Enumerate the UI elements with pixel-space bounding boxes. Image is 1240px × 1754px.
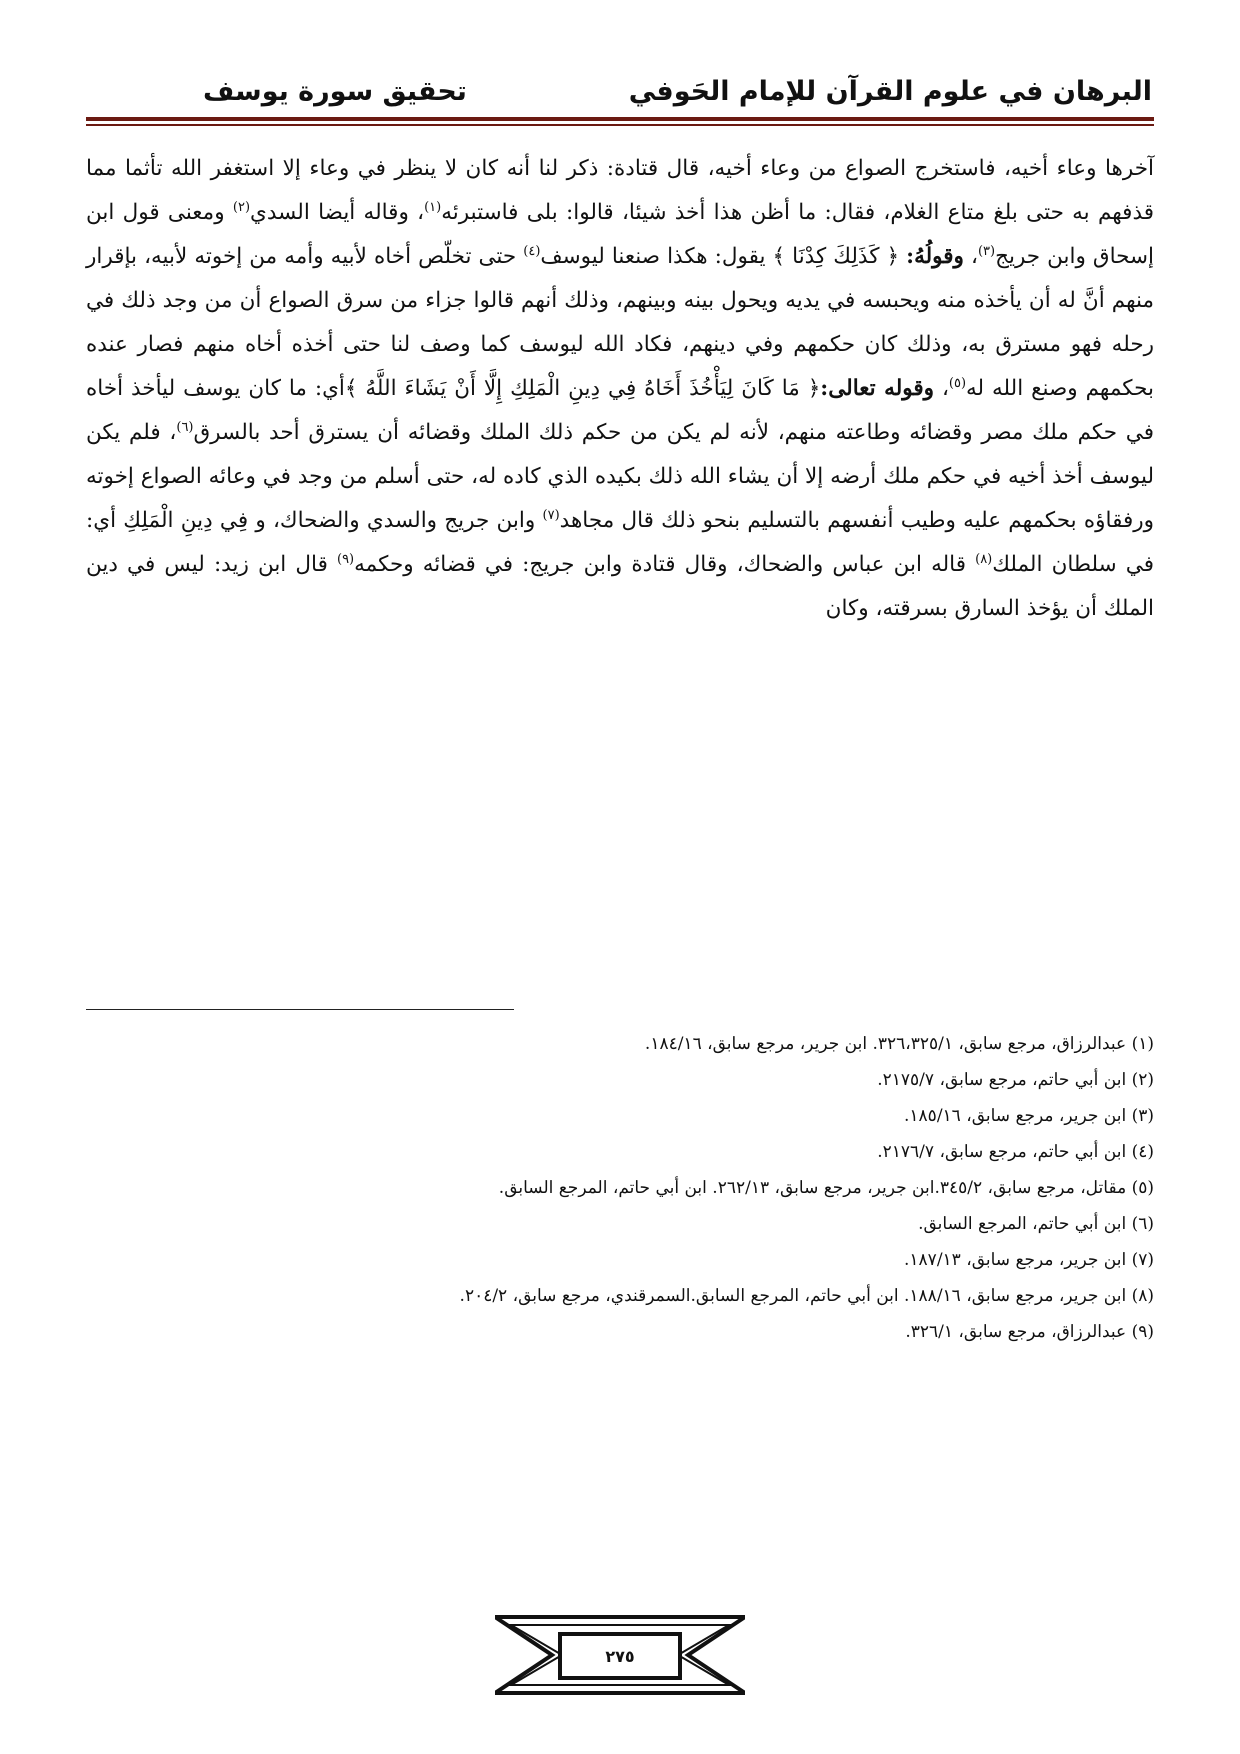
text-run: يقول: هكذا صنعنا ليوسف [540, 244, 766, 269]
main-text [86, 147, 1154, 631]
text-run: أي: في سلطان الملك [86, 508, 1154, 577]
footnote-item: (٣) ابن جرير، مرجع سابق، ١٨٥/١٦. [904, 1106, 1154, 1126]
text-run: قال ابن زيد: ليس في دين الملك أن يؤخذ السارق بسرقته، وكان [86, 552, 1154, 621]
footnote-ref[interactable]: (٧) [542, 507, 560, 523]
footnote-item: (٦) ابن أبي حاتم، المرجع السابق. [918, 1214, 1154, 1234]
footnote-item: (٩) عبدالرزاق، مرجع سابق، ٣٢٦/١. [905, 1322, 1154, 1342]
verse-label: وقولُهُ: [906, 244, 964, 269]
text-run: ومعنى قول ابن إسحاق وابن جريج [86, 200, 1155, 269]
verse-label: وقوله تعالى: [820, 376, 935, 401]
text-run: ، وقاله أيضا السدي [250, 200, 425, 225]
page-header [88, 66, 1152, 116]
footnote-item: (٤) ابن أبي حاتم، مرجع سابق، ٢١٧٦/٧. [877, 1142, 1154, 1162]
text-run: ، فلم يكن ليوسف أخذ أخيه في حكم ملك أرضه إلا أن يشاء الله ذلك بكيده الذي كاده له، حتى أسلم من وجد في وعائه الصواع إخوته ورفقاؤه بحكمهم عليه وطيب أنفسهم بالتسليم بنحو ذلك قال مجاهد [86, 420, 1155, 533]
footnote-item: (١) عبدالرزاق، مرجع سابق، ٣٢٦،٣٢٥/١. ابن جرير، مرجع سابق، ١٨٤/١٦. [644, 1034, 1154, 1054]
footnotes [86, 1026, 1154, 1350]
footnote-item: (٢) ابن أبي حاتم، مرجع سابق، ٢١٧٥/٧. [877, 1070, 1154, 1090]
footnote-ref[interactable]: (٦) [176, 419, 194, 435]
text-run: وابن جريج والسدي والضحاك، و [248, 508, 543, 533]
text-run: ، [934, 376, 949, 401]
footnote-ref[interactable]: (٤) [523, 243, 541, 259]
footnote-item: (٥) مقاتل، مرجع سابق، ٣٤٥/٢.ابن جرير، مرجع سابق، ٢٦٢/١٣. ابن أبي حاتم، المرجع السابق. [498, 1178, 1154, 1198]
footnote-ref[interactable]: (٣) [977, 243, 996, 259]
header-rule-thick [86, 117, 1154, 121]
text-run: قاله ابن عباس والضحاك، وقال قتادة وابن جريج: في قضائه وحكمه [354, 552, 976, 577]
footnote-item: (٨) ابن جرير، مرجع سابق، ١٨٨/١٦. ابن أبي حاتم، المرجع السابق.السمرقندي، مرجع سابق، ٢٠٤/٢. [459, 1286, 1154, 1306]
footnote-ref[interactable]: (٥) [948, 375, 967, 391]
quran-verse: ﴿ مَا كَانَ لِيَأْخُذَ أَخَاهُ فِي دِينِ الْمَلِكِ إِلَّا أَنْ يَشَاءَ اللَّهُ ﴾ [344, 376, 821, 401]
footnote-ref[interactable]: (١) [424, 199, 442, 215]
footnote-ref[interactable]: (٩) [336, 551, 355, 567]
paragraph [86, 147, 1154, 631]
page-number: ٢٧٥ [605, 1646, 635, 1666]
footnote-ref[interactable]: (٢) [232, 199, 251, 215]
text-run: ، [963, 244, 978, 269]
text-run: أي: ما كان يوسف ليأخذ أخاه في حكم ملك مصر وقضائه وطاعته منهم، لأنه لم يكن من حكم ذلك الملك وقضائه أن يسترق أحد بالسرق [86, 376, 1154, 445]
quran-verse: ﴿ كَذَلِكَ كِدْنَا ﴾ [765, 244, 907, 269]
text-run: حتى تخلّص أخاه لأبيه وأمه من إخوته لأبيه، بإقرار منهم أنَّ له أن يأخذه منه ويحبسه في يديه ويحول بينه وبينهم، وذلك أنهم قالوا جزاء من سرق الصواع أن من وجد ذلك في رحله فهو مسترق به، وذلك كان حكمهم وفي دينهم، فكاد الله ليوسف كما وصف لنا حتى أخذه أخاه منهم فصار عنده بحكمهم وصنع الله له [86, 244, 1154, 401]
header-rule-thin [86, 124, 1154, 126]
footnote-item: (٧) ابن جرير، مرجع سابق، ١٨٧/١٣. [904, 1250, 1154, 1270]
book-title: البرهان في علوم القرآن للإمام الحَوفي [628, 75, 1152, 107]
footnote-separator [86, 1009, 514, 1010]
chapter-title: تحقيق سورة يوسف [203, 75, 467, 107]
text-run: آخرها وعاء أخيه، فاستخرج الصواع من وعاء أخيه، قال قتادة: ذكر لنا أنه كان لا ينظر في وعاء إلا استغفر الله تأثما مما قذفهم به حتى بلغ متاع الغلام، فقال: ما أظن هذا أخذ شيئا، قالوا: بلى فاستبرئه [86, 156, 1155, 225]
quran-phrase: فِي دِينِ الْمَلِكِ [123, 508, 249, 533]
footnote-ref[interactable]: (٨) [975, 551, 993, 567]
